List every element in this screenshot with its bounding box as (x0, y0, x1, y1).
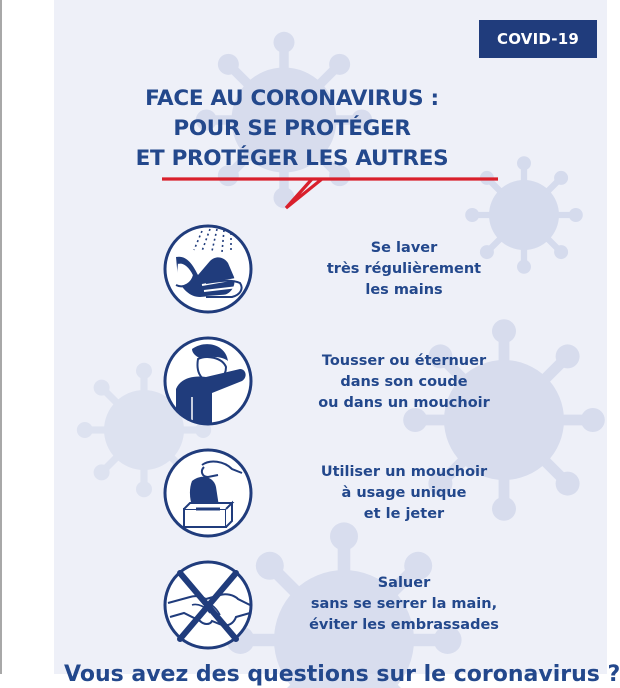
item-3-line-1: Utiliser un mouchoir (320, 464, 488, 480)
item-3-line-2: à usage unique (341, 485, 467, 501)
covid-badge: COVID-19 (479, 20, 597, 58)
item-2-line-1: Tousser ou éternuer (321, 353, 487, 369)
tissue-icon (162, 447, 254, 539)
no-handshake-icon (162, 559, 254, 651)
title-line-3: ET PROTÉGER LES AUTRES (135, 146, 449, 171)
item-4-line-3: éviter les embrassades (309, 617, 499, 633)
page-margin (0, 0, 54, 674)
title-line-2: POUR SE PROTÉGER (173, 116, 411, 141)
item-2-line-3: ou dans un mouchoir (318, 395, 490, 411)
hand-washing-text (284, 238, 524, 301)
item-4-line-2: sans se serrer la main, (310, 596, 498, 612)
footer-question-text: Vous avez des questions sur le coronavirus ? (64, 662, 620, 687)
speech-bubble-underline (160, 172, 500, 212)
tissue-text (284, 462, 524, 525)
item-4-line-1: Saluer (377, 575, 431, 591)
elbow-cough-icon (162, 335, 254, 427)
item-1-line-2: très régulièrement (326, 261, 482, 277)
item-3-line-3: et le jeter (363, 506, 445, 522)
hand-washing-icon (162, 223, 254, 315)
page-border (0, 0, 2, 674)
item-1-line-3: les mains (365, 282, 443, 298)
no-handshake-text (284, 573, 524, 636)
elbow-cough-text (284, 351, 524, 414)
item-2-line-2: dans son coude (340, 374, 468, 390)
covid-poster (54, 0, 620, 687)
poster-title (124, 84, 460, 174)
title-line-1: FACE AU CORONAVIRUS : (145, 86, 439, 111)
item-1-line-1: Se laver (370, 240, 438, 256)
